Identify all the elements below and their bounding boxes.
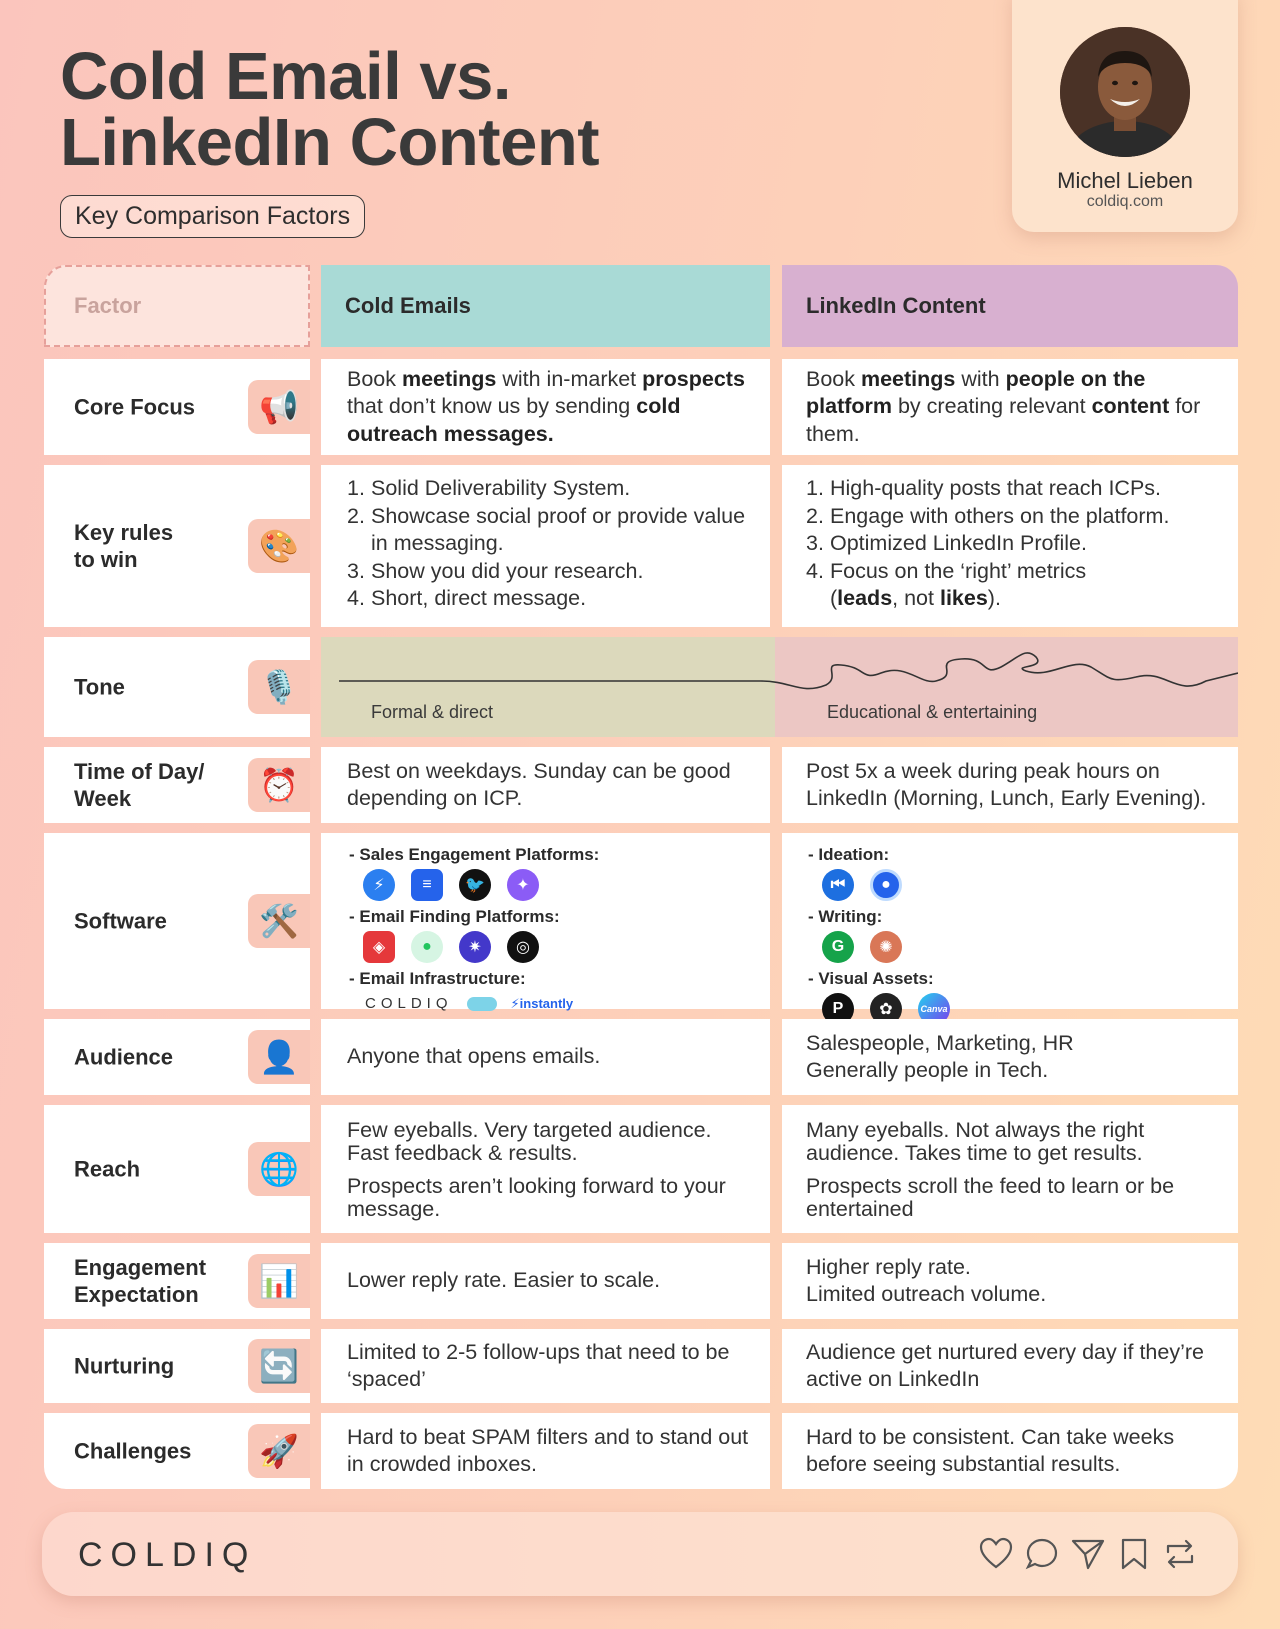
linkedin-cell [782, 465, 1238, 627]
cold-cell [321, 747, 770, 823]
column-header-cold-emails: Cold Emails [321, 265, 770, 347]
nurturing-linkedin-text: Audience get nurtured every day if they’re active on LinkedIn [806, 1339, 1204, 1391]
linkedin-rules-list [806, 475, 1226, 613]
list-text: Showcase social proof or provide value in messaging. [371, 503, 746, 555]
list-text: Focus on the ‘right’ metrics [830, 558, 1087, 583]
column-header-factor: Factor [44, 265, 310, 347]
list-item [347, 475, 756, 503]
software-group-infrastructure: - Email Infrastructure: [349, 969, 526, 988]
cube-icon: ◈ [363, 931, 395, 963]
factor-cell [44, 637, 310, 737]
list-number: 4. [806, 558, 824, 583]
repost-icon[interactable] [1162, 1536, 1198, 1572]
list-number: 2. [347, 503, 365, 528]
row-engagement [44, 1243, 1238, 1319]
title-line-2: LinkedIn Content [60, 105, 600, 180]
footer-logo: COLDIQ [78, 1536, 257, 1574]
circle-logo-icon: ● [870, 869, 902, 901]
factor-cell [44, 1243, 310, 1319]
cold-cell [321, 359, 770, 455]
row-time [44, 747, 1238, 823]
linkedin-cell [782, 359, 1238, 455]
nurturing-cold-text: Limited to 2-5 follow-ups that need to be ‘spaced’ [347, 1339, 730, 1391]
title-line-1: Cold Email vs. [60, 39, 511, 114]
factor-cell [44, 833, 310, 1009]
instantly-logo-text: instantly [519, 995, 574, 1011]
linkedin-cell [782, 1243, 1238, 1319]
list-item [347, 503, 756, 558]
tone-caption-cold: Formal & direct [371, 702, 494, 722]
linkedin-cell [782, 1105, 1238, 1233]
factor-label-line1: Key rules [74, 520, 174, 545]
palette-icon: 🎨 [248, 519, 310, 573]
writing-icons [822, 931, 1226, 963]
person-icon: 👤 [248, 1030, 310, 1084]
list-item [806, 558, 1226, 613]
core-focus-cold-text: Book meetings with in-market prospects that don’t know us by sending cold outreach messages. [347, 366, 745, 446]
challenges-linkedin-text: Hard to be consistent. Can take weeks before seeing substantial results. [806, 1424, 1175, 1476]
subtitle-pill: Key Comparison Factors [60, 195, 365, 238]
list-item [347, 585, 756, 613]
factor-cell [44, 1105, 310, 1233]
dot-icon: ● [411, 931, 443, 963]
row-nurturing [44, 1329, 1238, 1403]
coldiq-logo: COLDIQ [365, 995, 453, 1012]
software-group-ideation: - Ideation: [808, 845, 890, 864]
factor-label: Audience [74, 1044, 174, 1070]
list-text: Optimized LinkedIn Profile. [830, 531, 1087, 555]
instantly-logo: ⚡instantly [510, 995, 574, 1011]
factor-label-line2: Week [74, 786, 132, 811]
factor-cell [44, 465, 310, 627]
claude-icon: ✺ [870, 931, 902, 963]
software-group-sales: - Sales Engagement Platforms: [349, 845, 600, 864]
footer-bar [42, 1512, 1238, 1596]
tools-icon: 🛠️ [248, 894, 310, 948]
time-cold-text: Best on weekdays. Sunday can be good depending on ICP. [347, 758, 731, 810]
factor-label: Reach [74, 1156, 141, 1182]
lightning-icon: ⚡ [363, 869, 395, 901]
engagement-linkedin-line2: Limited outreach volume. [806, 1282, 1047, 1306]
factor-cell [44, 359, 310, 455]
reach-linkedin-p1: Many eyeballs. Not always the right audience. Takes time to get results. [806, 1118, 1145, 1165]
list-number: 1. [806, 476, 824, 500]
engagement-linkedin-line1: Higher reply rate. [806, 1254, 971, 1279]
list-number: 2. [806, 503, 824, 528]
linkedin-cell [782, 833, 1238, 1018]
cold-rules-list [347, 475, 756, 613]
rewind-icon: ⏮ [822, 869, 854, 901]
list-text: High-quality posts that reach ICPs. [830, 476, 1162, 500]
row-key-rules [44, 465, 1238, 627]
page-title [60, 39, 600, 180]
cold-cell [321, 1243, 770, 1319]
share-icon[interactable] [1070, 1536, 1106, 1572]
rocket-icon: 🚀 [248, 1424, 310, 1478]
audience-linkedin-text [806, 1030, 1074, 1085]
factor-label: Nurturing [74, 1353, 175, 1379]
email-finding-icons [363, 931, 756, 963]
row-software [44, 833, 1238, 1018]
audience-cold-text: Anyone that opens emails. [347, 1044, 601, 1069]
woodpecker-icon: 🐦 [459, 869, 491, 901]
factor-label-line1: Time of Day/ [74, 759, 205, 784]
audience-linkedin-line2: Generally people in Tech. [806, 1058, 1049, 1082]
cloud-icon [467, 997, 497, 1011]
lemlist-icon: ≡ [411, 869, 443, 901]
challenges-cold-text: Hard to beat SPAM filters and to stand out in crowded inboxes. [347, 1424, 749, 1476]
factor-label: Software [74, 908, 167, 934]
factor-label-line2: Expectation [74, 1282, 199, 1307]
avatar-portrait [1060, 27, 1190, 157]
reach-cold-p2: Prospects aren’t looking forward to your message. [347, 1174, 726, 1221]
list-text: Engage with others on the platform. [830, 503, 1170, 528]
refresh-icon: 🔄 [248, 1339, 310, 1393]
list-item [806, 503, 1226, 531]
bar-chart-icon: 📊 [248, 1254, 310, 1308]
core-focus-linkedin-text: Book meetings with people on the platform by creating relevant content for them. [806, 366, 1201, 446]
reach-linkedin-p2: Prospects scroll the feed to learn or be entertained [806, 1174, 1175, 1221]
sales-tools-icons [363, 869, 756, 901]
factor-cell [44, 747, 310, 823]
row-core-focus [44, 359, 1238, 455]
like-icon[interactable] [978, 1536, 1014, 1572]
cold-cell [321, 1019, 770, 1095]
profile-name: Michel Lieben [1057, 168, 1193, 193]
grammarly-icon: G [822, 931, 854, 963]
cold-cell [321, 833, 770, 1012]
row-reach [44, 1105, 1238, 1233]
profile-card [1012, 0, 1238, 232]
list-item [347, 558, 756, 586]
cold-cell [321, 1413, 770, 1489]
factor-label [74, 1254, 234, 1308]
list-item [806, 475, 1226, 503]
cold-cell [321, 1105, 770, 1233]
factor-cell [44, 1413, 310, 1489]
factor-label: Tone [74, 674, 125, 700]
software-group-email-finding: - Email Finding Platforms: [349, 907, 560, 926]
tone-caption-linkedin: Educational & entertaining [827, 702, 1038, 722]
factor-label: Core Focus [74, 394, 196, 420]
engagement-linkedin-text [806, 1254, 1046, 1309]
factor-cell [44, 1019, 310, 1095]
time-linkedin-text: Post 5x a week during peak hours on LinkedIn (Morning, Lunch, Early Evening). [806, 758, 1207, 810]
bookmark-icon[interactable] [1116, 1536, 1152, 1572]
list-item [806, 530, 1226, 558]
audience-linkedin-line1: Salespeople, Marketing, HR [806, 1030, 1074, 1055]
comment-icon[interactable] [1024, 1536, 1060, 1572]
factor-label: Challenges [74, 1438, 192, 1464]
row-tone [44, 637, 1238, 737]
row-challenges [44, 1413, 1238, 1489]
infrastructure-logos [365, 995, 756, 1012]
factor-label-line1: Engagement [74, 1255, 207, 1280]
globe-icon: 🌐 [248, 1142, 310, 1196]
alarm-clock-icon: ⏰ [248, 758, 310, 812]
factor-label [74, 758, 234, 812]
social-actions [978, 1536, 1198, 1572]
avatar [1060, 27, 1190, 157]
heyreach-icon: ✦ [507, 869, 539, 901]
linkedin-cell [782, 747, 1238, 823]
list-text-continued: (leads, not likes). [830, 586, 1001, 610]
cold-cell [321, 1329, 770, 1403]
megaphone-icon: 📢 [248, 380, 310, 434]
software-group-visual: - Visual Assets: [808, 969, 934, 988]
factor-label-line2: to win [74, 547, 138, 572]
profile-site: coldiq.com [1086, 193, 1164, 210]
list-text: Show you did your research. [371, 558, 644, 583]
list-number: 3. [347, 558, 365, 583]
factor-label [74, 519, 234, 573]
microphone-icon: 🎙️ [248, 660, 310, 714]
list-number: 1. [347, 476, 365, 500]
cold-cell [321, 465, 770, 627]
wave-logo-icon: ◎ [507, 931, 539, 963]
row-audience [44, 1019, 1238, 1095]
linkedin-cell [782, 1329, 1238, 1403]
reach-cold-p1: Few eyeballs. Very targeted audience. Fast feedback & results. [347, 1118, 712, 1165]
list-text: Solid Deliverability System. [371, 476, 631, 500]
factor-cell [44, 1329, 310, 1403]
linkedin-cell [782, 1413, 1238, 1489]
ideation-icons [822, 869, 1226, 901]
canva-logo-text: Canva [920, 1004, 948, 1014]
tone-wave-line [321, 637, 1238, 737]
list-text: Short, direct message. [371, 586, 587, 610]
picsart-icon: P [822, 993, 854, 1025]
software-group-writing: - Writing: [808, 907, 883, 926]
figma-icon: ✿ [870, 993, 902, 1025]
spark-icon: ✷ [459, 931, 491, 963]
column-header-linkedin: LinkedIn Content [782, 265, 1238, 347]
engagement-cold-text: Lower reply rate. Easier to scale. [347, 1268, 661, 1293]
list-number: 4. [347, 586, 365, 610]
list-number: 3. [806, 531, 824, 555]
linkedin-cell [782, 1019, 1238, 1095]
